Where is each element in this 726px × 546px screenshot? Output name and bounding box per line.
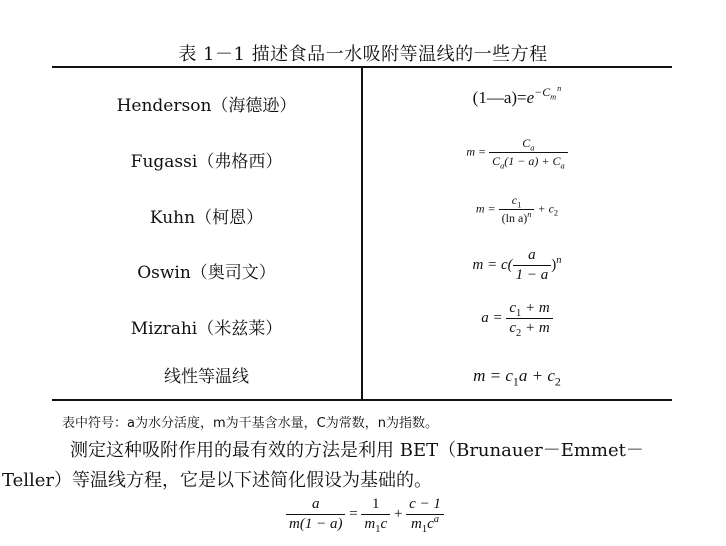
formula-den-a-sub: a	[500, 161, 505, 171]
formula-mizrahi	[362, 300, 672, 337]
formula-sub2: 2	[554, 374, 561, 389]
formula-lhs: m =	[475, 201, 496, 216]
formula-tail-sup: n	[556, 254, 562, 266]
formula-tail: )	[551, 256, 557, 273]
formula-tail-sub: 2	[553, 208, 559, 218]
formula-fugassi	[362, 136, 672, 169]
formula-num-sub: 1	[517, 200, 522, 210]
model-name-kuhn: Kuhn（柯恩）	[149, 208, 264, 228]
formula-base: e	[526, 88, 535, 107]
formula-kuhn	[362, 193, 672, 226]
bet-lhs-den: m(1 − a)	[286, 514, 345, 533]
bet-term1-den-b: c	[380, 516, 388, 532]
model-name-henderson: Henderson（海德逊）	[116, 96, 297, 116]
bet-lhs-num: a	[311, 496, 320, 512]
formula-num: c	[509, 300, 517, 316]
table-bottom-rule	[52, 399, 672, 401]
formula-fraction	[513, 247, 552, 284]
formula-exp-sup: n	[557, 84, 562, 94]
bet-equals: =	[349, 505, 358, 522]
paragraph-line-2: Teller）等温线方程，它是以下述简化假设为基础的。	[2, 470, 433, 491]
formula-num: C	[522, 136, 531, 150]
formula-fraction	[506, 300, 552, 337]
formula-den: c	[509, 320, 517, 336]
formula-text-a: m = c	[473, 366, 513, 385]
bet-term1-num: 1	[372, 496, 380, 512]
table-title: 表 1－1 描述食品一水吸附等温线的一些方程	[178, 44, 548, 65]
model-name-oswin: Oswin（奥司文）	[137, 263, 276, 283]
model-name-mizrahi: Mizrahi（米兹莱）	[130, 319, 283, 339]
formula-den: (ln a)	[501, 211, 528, 225]
formula-henderson	[362, 84, 672, 108]
table-column-divider	[361, 67, 363, 400]
formula-lhs: (1—a)=	[472, 88, 527, 107]
formula-fraction	[489, 136, 568, 169]
paragraph-line-1: 测定这种吸附作用的最有效的方法是利用 BET（Brunauer－Emmet－	[70, 440, 644, 461]
bet-plus: +	[393, 505, 403, 522]
formula-num: a	[528, 247, 536, 263]
formula-linear	[362, 366, 672, 389]
bet-lhs-fraction	[286, 496, 345, 533]
table-footnote: 表中符号：a为水分活度，m为干基含水量，C为常数，n为指数。	[62, 416, 438, 431]
formula-num-tail: + m	[521, 300, 550, 316]
bet-term2-num: c − 1	[409, 496, 441, 512]
bet-term2-den-sub: 1	[421, 524, 428, 535]
formula-exp: −C	[534, 85, 551, 100]
formula-den: 1 − a	[513, 265, 552, 284]
formula-num-sub: a	[530, 143, 535, 153]
formula-num: c	[511, 193, 518, 207]
bet-term1-den-a: m	[364, 516, 376, 532]
formula-den-b-sub: a	[560, 161, 565, 171]
formula-exp-sub: m	[550, 92, 557, 102]
bet-term2-den-b: c	[427, 516, 434, 532]
formula-fraction	[499, 193, 535, 226]
formula-oswin	[362, 247, 672, 284]
formula-num-sub: 1	[516, 308, 522, 319]
bet-term2-den-sup: a	[433, 514, 440, 525]
bet-term2-den-a: m	[411, 516, 422, 532]
formula-lhs: m = c(	[472, 256, 513, 273]
body-paragraph	[2, 436, 696, 496]
formula-den-sup: n	[527, 210, 532, 219]
bet-term1-fraction	[361, 496, 390, 533]
formula-den-sub: 2	[516, 328, 522, 339]
formula-den-mid: (1 − a) + C	[504, 154, 561, 168]
model-name-fugassi: Fugassi（弗格西）	[130, 152, 283, 172]
model-name-linear: 线性等温线	[164, 367, 249, 387]
bet-equation	[286, 496, 486, 533]
formula-lhs: a =	[481, 309, 503, 326]
formula-tail: + c	[537, 201, 554, 216]
formula-den-a: C	[492, 154, 501, 168]
bet-term1-den-sub: 1	[375, 524, 381, 535]
formula-lhs: m =	[466, 144, 487, 159]
formula-text-b: a + c	[518, 366, 555, 385]
formula-den-tail: + m	[521, 320, 550, 336]
formula-sub1: 1	[512, 374, 519, 389]
bet-term2-fraction	[406, 496, 444, 533]
